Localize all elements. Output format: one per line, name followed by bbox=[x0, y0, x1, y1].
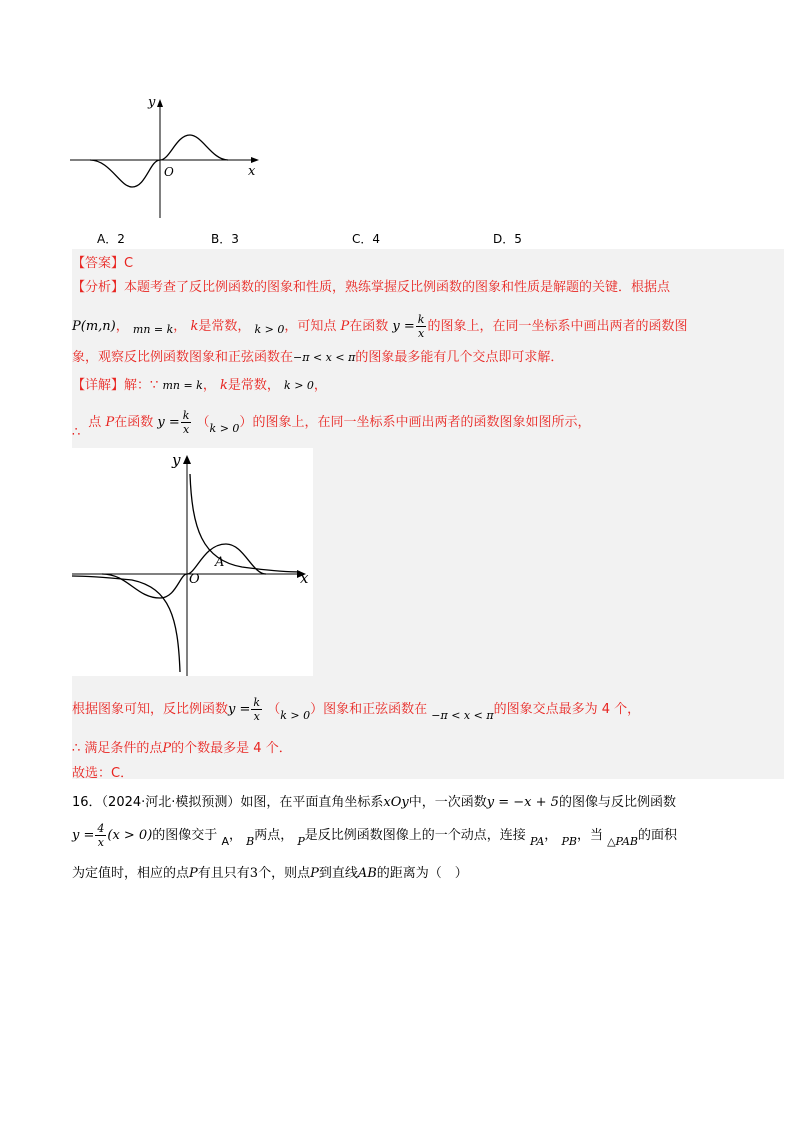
option-a: A．2 bbox=[97, 232, 125, 246]
point-a-label: A bbox=[215, 555, 225, 570]
hyperbola-branch-1 bbox=[190, 474, 300, 572]
conclusion-line-2: ∴ 满足条件的点P的个数最多是 4 个． bbox=[72, 741, 292, 756]
y-axis-arrow bbox=[157, 99, 163, 107]
y-axis-arrow bbox=[183, 455, 191, 464]
detail-line-1: 【详解】解：∵ mn = k， k是常数， k > 0， bbox=[72, 378, 327, 393]
x-axis-label: x bbox=[300, 569, 309, 587]
x-axis-arrow bbox=[251, 157, 259, 163]
hyperbola-branch-2 bbox=[72, 576, 180, 672]
option-c: C．4 bbox=[352, 232, 381, 246]
sine-graph-figure bbox=[70, 95, 265, 220]
analysis-line-2: P(m,n)， $_{mn = k}$， k是常数， $_{k > 0}$，可知点 P在函数 y = $\frac{k}{x}$ 的图象上，在同一坐标系中画出两者的函数图 bbox=[72, 313, 688, 340]
answer-line: 【答案】C bbox=[72, 256, 134, 271]
y-axis-label: y bbox=[172, 451, 181, 469]
question16-line-2: y = $\frac{4}{x}$ (x > 0)的图像交于 $_A$， $_B$两点， $_P$是反比例函数图像上的一个动点，连接 $_{PA}$， $_{PB}$，当 $_{\triangle PAB}$的面积 bbox=[72, 822, 677, 849]
origin-label: O bbox=[164, 165, 174, 179]
sine-curve bbox=[90, 135, 228, 187]
origin-label: O bbox=[189, 572, 200, 587]
analysis-line-3: 象，观察反比例函数图象和正弦函数在−π < x < π的图象最多能有几个交点即可求解． bbox=[72, 350, 564, 365]
x-axis-label: x bbox=[248, 164, 256, 179]
option-b: B．3 bbox=[211, 232, 239, 246]
conclusion-choice: 故选：C． bbox=[72, 766, 134, 781]
conclusion-line-1: 根据图象可知，反比例函数y = $\frac{k}{x}$ $(_{k > 0})$图象和正弦函数在 $_{-\pi < x < \pi}$的图象交点最多为 4 个， bbox=[72, 696, 641, 723]
question16-line-1: 16．（2024·河北·模拟预测）如图，在平面直角坐标系xOy中，一次函数y = −x + 5的图像与反比例函数 bbox=[72, 795, 676, 810]
y-axis-label: y bbox=[148, 95, 156, 110]
question16-line-3: 为定值时，相应的点P有且只有3个，则点P到直线AB的距离为（ ） bbox=[72, 866, 468, 881]
option-d: D．5 bbox=[493, 232, 522, 246]
sine-curve bbox=[102, 544, 266, 598]
detail-line-2: ∴点 P在函数 y = $\frac{k}{x}$ $(_{k > 0})$的图象上，在同一坐标系中画出两者的函数图象如图所示， bbox=[72, 409, 591, 440]
analysis-line-1: 【分析】本题考查了反比例函数的图象和性质，熟练掌握反比例函数的图象和性质是解题的关键．根据点 bbox=[72, 280, 671, 295]
intersection-graph-figure bbox=[72, 448, 313, 676]
